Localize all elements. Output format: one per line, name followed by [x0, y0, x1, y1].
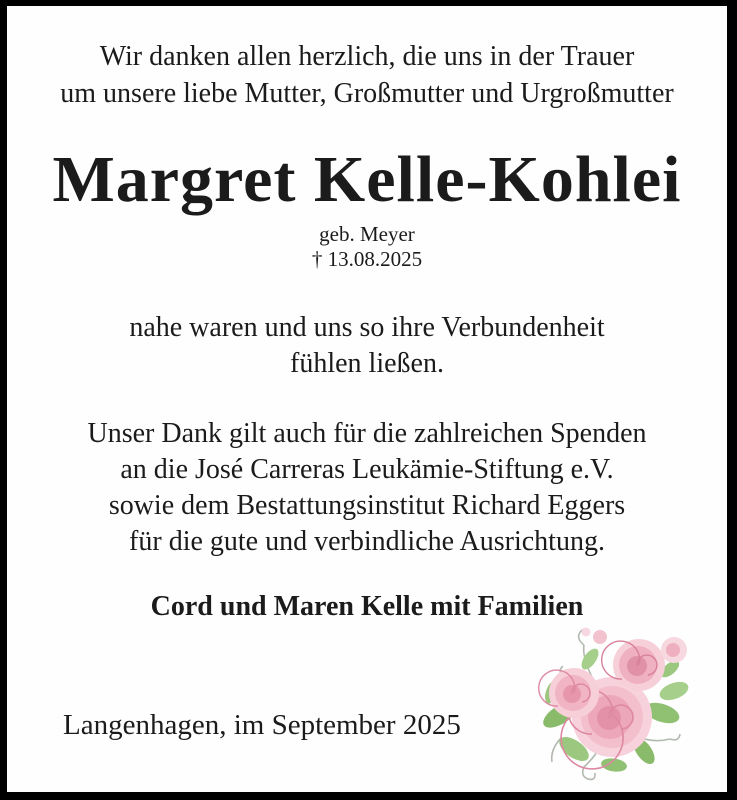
deceased-name: Margret Kelle-Kohlei: [52, 143, 682, 216]
condolence-line: fühlen ließen.: [290, 348, 444, 379]
pink-roses-icon: [522, 617, 707, 782]
maiden-name: geb. Meyer: [319, 222, 415, 246]
thanks-line: Unser Dank gilt auch für die zahlreichen Spenden: [87, 418, 647, 449]
death-date: † 13.08.2025: [311, 247, 423, 271]
thanks-line: sowie dem Bestattungsinstitut Richard Eggers: [108, 490, 626, 521]
thanks-line: für die gute und verbindliche Ausrichtung.: [129, 526, 605, 557]
intro-line: um unsere liebe Mutter, Großmutter und Urgroßmutter: [60, 78, 674, 109]
condolence-line: nahe waren und uns so ihre Verbundenheit: [129, 312, 605, 343]
thanks-line: an die José Carreras Leukämie-Stiftung e.V.: [120, 454, 614, 485]
family-signature: Cord und Maren Kelle mit Familien: [150, 591, 584, 622]
thanks-text: [7, 416, 727, 560]
intro-line: Wir danken allen herzlich, die uns in der Trauer: [99, 41, 635, 72]
condolence-text: [7, 310, 727, 382]
place-date: Langenhagen, im September 2025: [63, 709, 461, 741]
intro-text: [7, 38, 727, 112]
